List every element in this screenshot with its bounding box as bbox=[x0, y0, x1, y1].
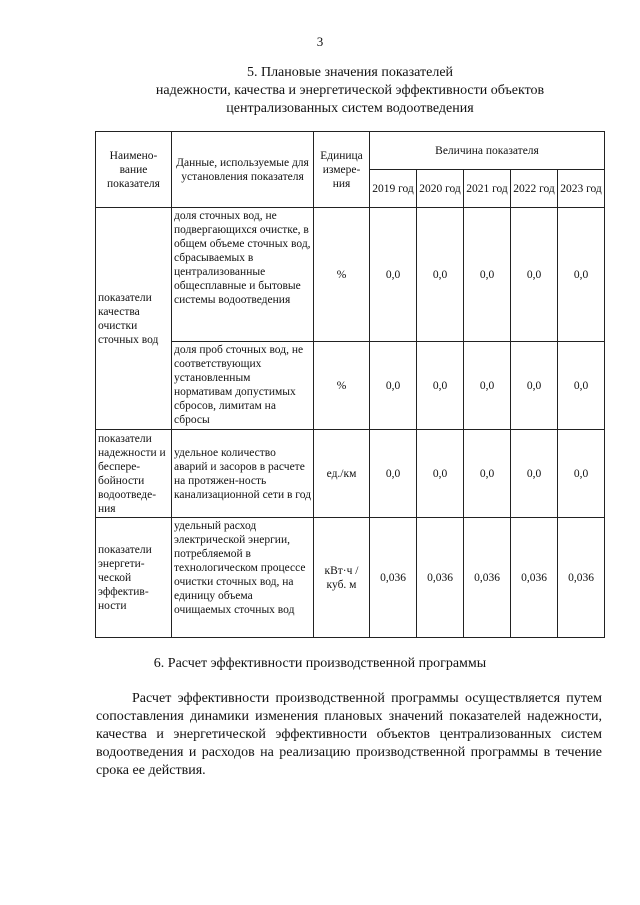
section-5-title bbox=[96, 64, 604, 118]
indicator-value: 0,0 bbox=[417, 430, 464, 518]
indicator-name: показатели качества очистки сточных вод bbox=[96, 208, 172, 430]
indicator-value: 0,0 bbox=[464, 342, 511, 430]
header-year: 2020 год bbox=[417, 170, 464, 208]
indicator-value: 0,0 bbox=[558, 430, 605, 518]
indicator-value: 0,0 bbox=[511, 430, 558, 518]
indicator-unit: ед./км bbox=[314, 430, 370, 518]
indicator-value: 0,0 bbox=[464, 430, 511, 518]
indicator-unit: % bbox=[314, 342, 370, 430]
section-6-heading: 6. Расчет эффективности производственной программы bbox=[153, 656, 487, 671]
table-row bbox=[96, 518, 605, 638]
indicator-value: 0,0 bbox=[370, 342, 417, 430]
indicator-value: 0,0 bbox=[417, 208, 464, 342]
indicator-value: 0,0 bbox=[464, 208, 511, 342]
table-row bbox=[96, 342, 605, 430]
header-name: Наимено-вание показателя bbox=[96, 132, 172, 208]
indicators-table bbox=[95, 131, 605, 638]
header-year: 2023 год bbox=[558, 170, 605, 208]
section-5-title-line: 5. Плановые значения показателей bbox=[246, 65, 454, 80]
indicator-value: 0,036 bbox=[464, 518, 511, 638]
indicator-value: 0,0 bbox=[511, 208, 558, 342]
indicator-description: удельное количество аварий и засоров в расчете на протяжен-ность канализационной сети в год bbox=[172, 430, 314, 518]
header-year: 2022 год bbox=[511, 170, 558, 208]
header-year: 2019 год bbox=[370, 170, 417, 208]
indicator-value: 0,036 bbox=[511, 518, 558, 638]
indicator-value: 0,036 bbox=[558, 518, 605, 638]
indicator-value: 0,0 bbox=[417, 342, 464, 430]
header-year: 2021 год bbox=[464, 170, 511, 208]
indicator-value: 0,0 bbox=[511, 342, 558, 430]
indicator-description: доля проб сточных вод, не соответствующих установленным нормативам допустимых сбросов, лимитам на сбросы bbox=[172, 342, 314, 430]
table-row bbox=[96, 208, 605, 342]
indicator-name: показатели надежности и беспере-бойности водоотведе-ния bbox=[96, 430, 172, 518]
page-number: 3 bbox=[316, 34, 324, 49]
header-value-group: Величина показателя bbox=[370, 132, 605, 170]
indicator-description: удельный расход электрической энергии, потребляемой в технологическом процессе очистки сточных вод, на единицу объема очищаемых сточных вод bbox=[172, 518, 314, 638]
header-unit: Единица измере-ния bbox=[314, 132, 370, 208]
table-row bbox=[96, 430, 605, 518]
indicator-description: доля сточных вод, не подвергающихся очистке, в общем объеме сточных вод, сбрасываемых в централизованные общесплавные и бытовые системы водоотведения bbox=[172, 208, 314, 342]
indicator-unit: кВт·ч / куб. м bbox=[314, 518, 370, 638]
indicator-value: 0,036 bbox=[417, 518, 464, 638]
header-data: Данные, используемые для установления показателя bbox=[172, 132, 314, 208]
section-5-title-line: централизованных систем водоотведения bbox=[226, 101, 474, 116]
indicator-value: 0,0 bbox=[370, 430, 417, 518]
indicator-name: показатели энергети-ческой эффектив-ности bbox=[96, 518, 172, 638]
indicator-value: 0,036 bbox=[370, 518, 417, 638]
indicator-unit: % bbox=[314, 208, 370, 342]
indicator-value: 0,0 bbox=[558, 208, 605, 342]
indicator-value: 0,0 bbox=[558, 342, 605, 430]
section-6-paragraph: Расчет эффективности производственной программы осуществляется путем сопоставления динамики изменения плановых значений показателей надежности, качества и энергетической эффективности объектов централизованных систем водоотведения и расходов на реализацию производственной программы в течение срока ее действия. bbox=[96, 691, 602, 778]
section-5-title-line: надежности, качества и энергетической эффективности объектов bbox=[155, 83, 545, 98]
indicator-value: 0,0 bbox=[370, 208, 417, 342]
